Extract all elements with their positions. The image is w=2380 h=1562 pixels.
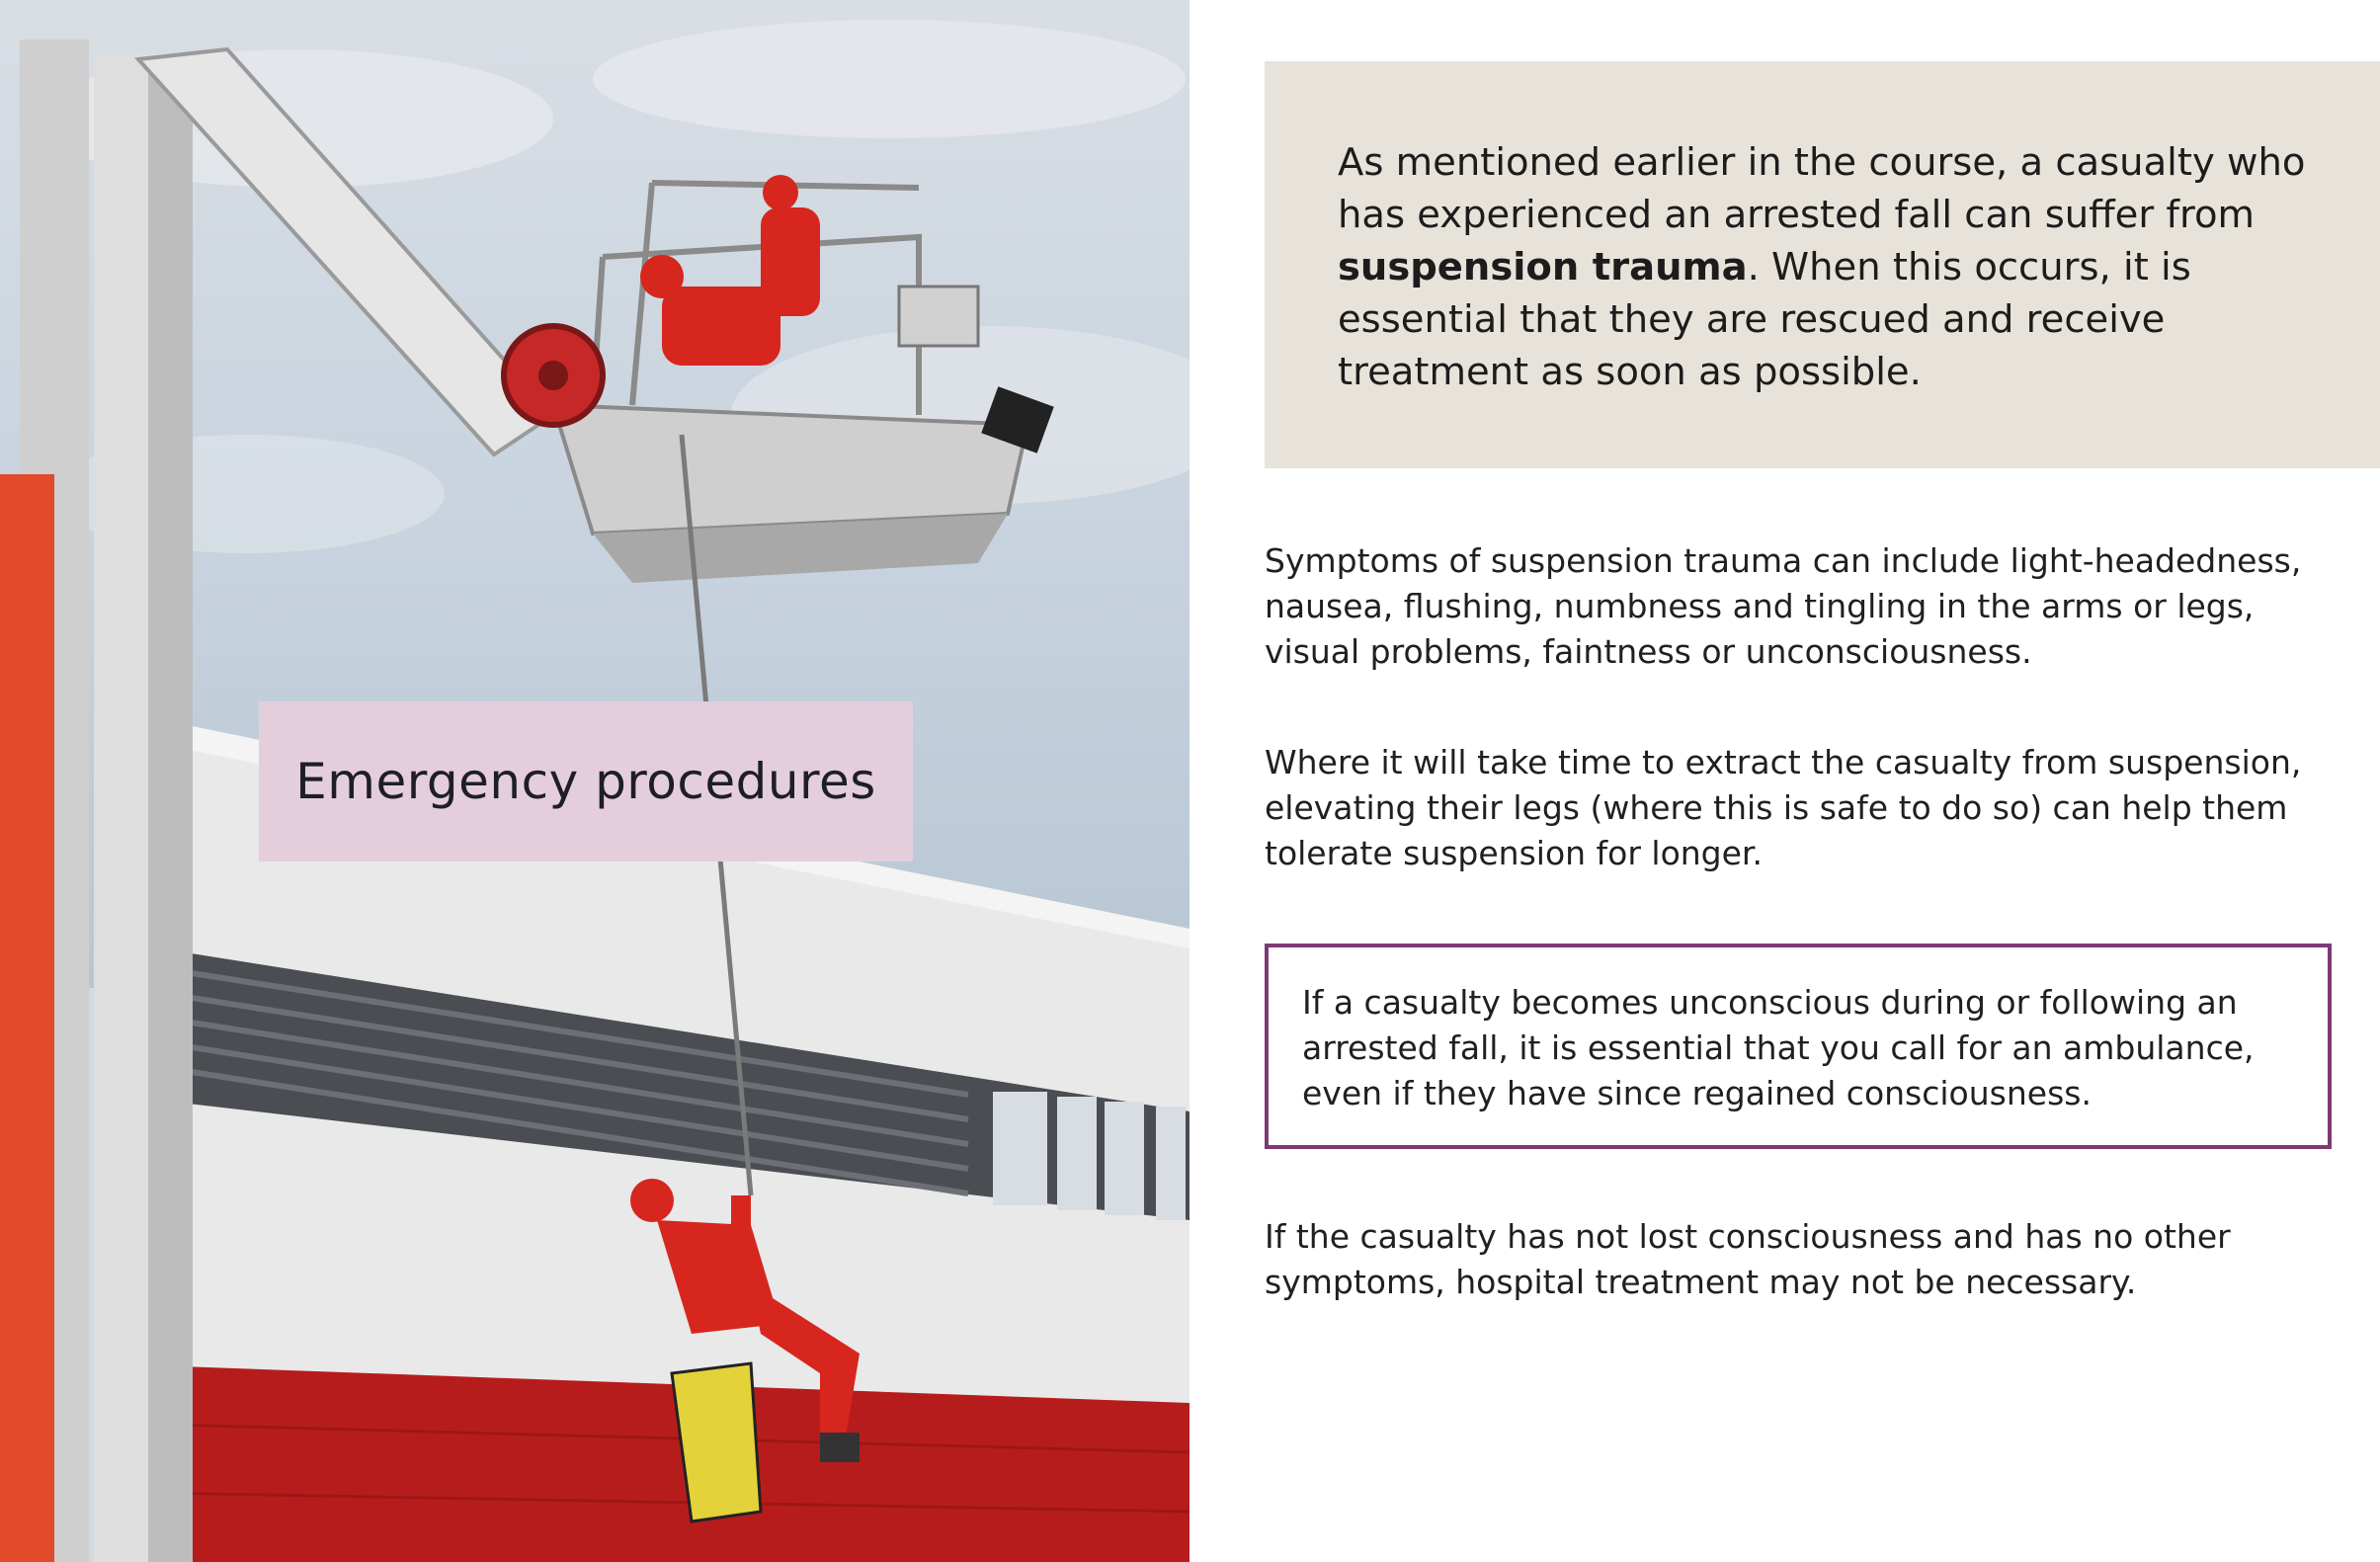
intro-panel	[1265, 61, 2380, 468]
section-title-banner	[259, 701, 913, 862]
intro-text-bold: suspension trauma	[1338, 245, 1748, 289]
symptoms-paragraph: Symptoms of suspension trauma can include light-headedness, nausea, flushing, numbness and tingling in the arms or legs, visual problems, faintness or unconsciousness.	[1265, 541, 2302, 671]
section-title: Emergency procedures	[295, 753, 876, 810]
callout-text: If a casualty becomes unconscious during or following an arrested fall, it is essential that you call for an ambulance, even if they have since regained consciousness.	[1302, 983, 2255, 1112]
final-paragraph: If the casualty has not lost consciousness and has no other symptoms, hospital treatment may not be necessary.	[1265, 1217, 2231, 1301]
intro-text-part2: . When this occurs, it is essential that they are rescued and receive treatment as soon as possible.	[1338, 245, 2191, 394]
extraction-paragraph: Where it will take time to extract the casualty from suspension, elevating their legs (where this is safe to do so) can help them tolerate suspension for longer.	[1265, 743, 2302, 872]
intro-text	[1338, 136, 2321, 398]
ambulance-callout	[1265, 944, 2332, 1149]
intro-text-part1: As mentioned earlier in the course, a casualty who has experienced an arrested fall can suffer from	[1338, 140, 2306, 237]
